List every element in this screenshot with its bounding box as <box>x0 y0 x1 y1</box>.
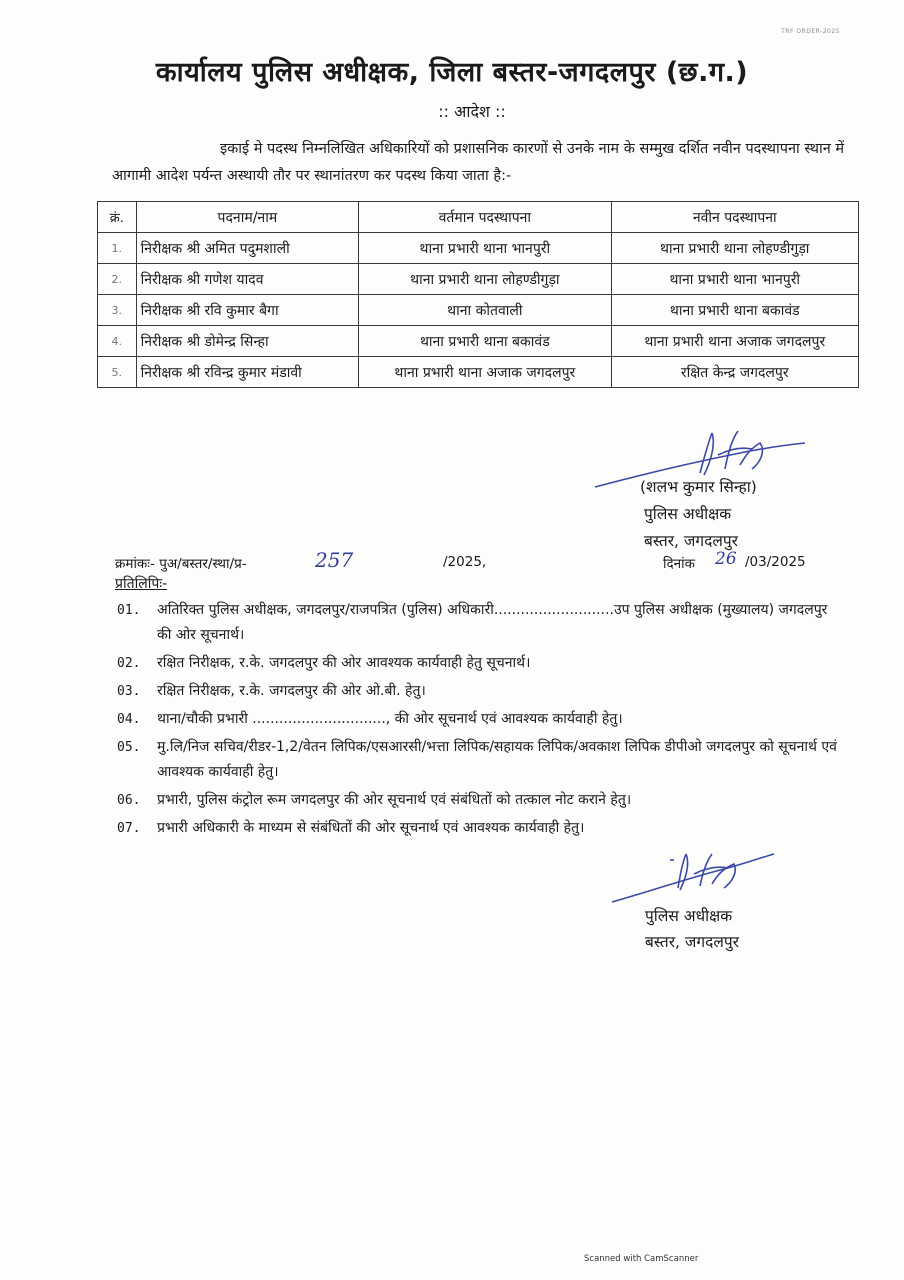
row-new-posting: रक्षित केन्द्र जगदलपुर <box>611 357 859 388</box>
list-item <box>117 598 842 648</box>
row-new-posting: थाना प्रभारी थाना बकावंड <box>611 295 859 326</box>
list-item <box>117 651 842 676</box>
header-sno: क्रं. <box>98 202 137 233</box>
list-item-number: 04. <box>117 712 141 727</box>
row-sno: 1. <box>98 233 137 264</box>
row-new-posting: थाना प्रभारी थाना लोहण्डीगुड़ा <box>611 233 859 264</box>
list-item <box>117 679 842 704</box>
row-sno: 5. <box>98 357 137 388</box>
list-item-text: प्रभारी अधिकारी के माध्यम से संबंधितों की ओर सूचनार्थ एवं आवश्यक कार्यवाही हेतु। <box>157 820 585 836</box>
table-row <box>98 295 859 326</box>
signatory-location-2: बस्तर, जगदलपुर <box>645 933 740 951</box>
signatory-designation: पुलिस अधीक्षक <box>644 505 732 523</box>
signatory-name: (शलभ कुमार सिन्हा) <box>640 478 757 496</box>
row-current-posting: थाना प्रभारी थाना लोहण्डीगुड़ा <box>359 264 611 295</box>
reference-year: /2025, <box>443 554 487 570</box>
table-header-row <box>98 202 859 233</box>
signatory-block-2 <box>645 903 739 955</box>
list-item <box>117 816 842 841</box>
list-item-number: 02. <box>117 656 141 671</box>
table-row <box>98 326 859 357</box>
list-item <box>117 735 842 785</box>
list-item-number: 03. <box>117 684 141 699</box>
list-item-text: थाना/चौकी प्रभारी .............................., की ओर सूचनार्थ एवं आवश्यक कार्यवाही हेतु। <box>157 711 623 727</box>
list-item-text: रक्षित निरीक्षक, र.के. जगदलपुर की ओर ओ.बी. हेतु। <box>157 683 426 699</box>
table-row <box>98 233 859 264</box>
row-sno: 3. <box>98 295 137 326</box>
reference-number: 257 <box>315 548 354 572</box>
list-item-number: 05. <box>117 740 141 755</box>
row-current-posting: थाना प्रभारी थाना बकावंड <box>359 326 611 357</box>
list-item-text: प्रभारी, पुलिस कंट्रोल रूम जगदलपुर की ओर सूचनार्थ एवं संबंधितों को तत्काल नोट कराने हेतु। <box>157 792 632 808</box>
order-title: :: आदेश :: <box>438 102 506 121</box>
row-current-posting: थाना कोतवाली <box>359 295 611 326</box>
signatory-designation-2: पुलिस अधीक्षक <box>645 907 733 925</box>
scanner-watermark: Scanned with CamScanner <box>584 1254 699 1264</box>
list-item-number: 01. <box>117 603 141 618</box>
reference-line <box>115 548 835 578</box>
list-item <box>117 707 842 732</box>
list-item-text: रक्षित निरीक्षक, र.के. जगदलपुर की ओर आवश्यक कार्यवाही हेतु सूचनार्थ। <box>157 655 531 671</box>
signatory-location: बस्तर, जगदलपुर <box>644 532 739 550</box>
intro-text: इकाई मे पदस्थ निम्नलिखित अधिकारियों को प्रशासनिक कारणों से उनके नाम के सम्मुख दर्शित नवीन पदस्थापना स्थान में आगामी आदेश पर्यन्त अस्थायी तौर पर स्थानांतरण कर पदस्थ किया जाता है:- <box>112 141 845 184</box>
list-item-text: अतिरिक्त पुलिस अधीक्षक, जगदलपुर/राजपत्रित (पुलिस) अधिकारी...........................उप पुलिस अधीक्षक (मुख्यालय) जगदलपुर की ओर सूचनार्थ। <box>157 602 828 643</box>
date-label: दिनांक <box>663 556 696 572</box>
row-name: निरीक्षक श्री डोमेन्द्र सिन्हा <box>136 326 359 357</box>
header-current-posting: वर्तमान पदस्थापना <box>359 202 611 233</box>
list-item-number: 07. <box>117 821 141 836</box>
date-month-year: /03/2025 <box>745 554 806 570</box>
row-sno: 4. <box>98 326 137 357</box>
row-name: निरीक्षक श्री अमित पदुमशाली <box>136 233 359 264</box>
row-name: निरीक्षक श्री गणेश यादव <box>136 264 359 295</box>
intro-paragraph <box>112 136 847 190</box>
row-new-posting: थाना प्रभारी थाना भानपुरी <box>611 264 859 295</box>
row-name: निरीक्षक श्री रवि कुमार बैगा <box>136 295 359 326</box>
reference-prefix: क्रमांकः- पुअ/बस्तर/स्था/प्र- <box>115 556 247 572</box>
header-new-posting: नवीन पदस्थापना <box>611 202 859 233</box>
table-row <box>98 357 859 388</box>
transfer-table <box>97 201 859 388</box>
handwritten-signature-2 <box>608 848 778 908</box>
corner-reference: TRF ORDER-2025 <box>781 28 840 35</box>
row-new-posting: थाना प्रभारी थाना अजाक जगदलपुर <box>611 326 859 357</box>
list-item-text: मु.लि/निज सचिव/रीडर-1,2/वेतन लिपिक/एसआरसी/भत्ता लिपिक/सहायक लिपिक/अवकाश लिपिक डीपीओ जगदलपुर को सूचनार्थ एवं आवश्यक कार्यवाही हेतु। <box>157 739 837 780</box>
row-sno: 2. <box>98 264 137 295</box>
header-name: पदनाम/नाम <box>136 202 359 233</box>
row-current-posting: थाना प्रभारी थाना भानपुरी <box>359 233 611 264</box>
office-heading: कार्यालय पुलिस अधीक्षक, जिला बस्तर-जगदलपुर (छ.ग.) <box>155 57 749 88</box>
list-item <box>117 788 842 813</box>
copy-to-label: प्रतिलिपिः- <box>115 576 168 592</box>
signatory-block <box>640 474 757 555</box>
date-day: 26 <box>715 549 737 569</box>
copy-to-list <box>117 598 842 844</box>
row-name: निरीक्षक श्री रविन्द्र कुमार मंडावी <box>136 357 359 388</box>
list-item-number: 06. <box>117 793 141 808</box>
row-current-posting: थाना प्रभारी थाना अजाक जगदलपुर <box>359 357 611 388</box>
table-row <box>98 264 859 295</box>
